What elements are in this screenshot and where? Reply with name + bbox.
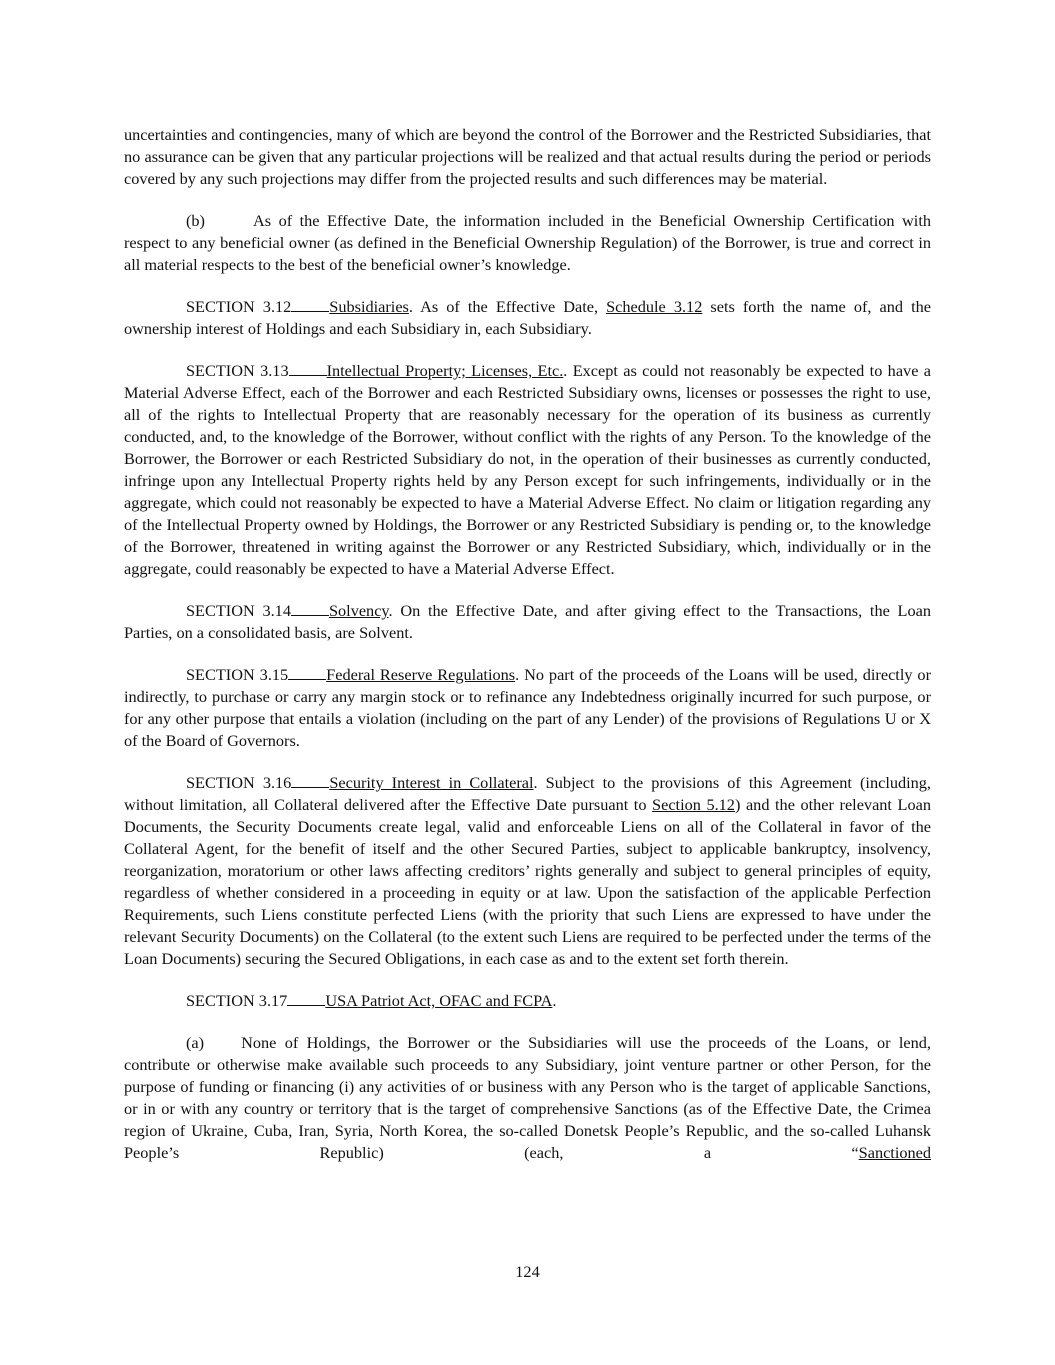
clause-label: (b) <box>186 211 205 230</box>
section-3-13 <box>124 360 931 580</box>
section-title: Subsidiaries <box>329 297 409 316</box>
section-number: SECTION 3.13 <box>186 361 289 380</box>
section-3-17-a <box>124 1032 931 1164</box>
section-text: . Subject to the provisions of this Agreement (including, without limitation, all Collateral delivered after the Effective Date pursuant to <box>124 773 931 814</box>
section-title: USA Patriot Act, OFAC and FCPA <box>325 991 553 1010</box>
paragraph-text: uncertainties and contingencies, many of which are beyond the control of the Borrower and the Restricted Subsidiaries, that no assurance can be given that any particular projections will be realized and that actual results during the period or periods covered by any such projections may differ from the projected results and such differences may be material. <box>124 125 931 188</box>
paragraph-text: As of the Effective Date, the information included in the Beneficial Ownership Certification with respect to any beneficial owner (as defined in the Beneficial Ownership Regulation) of the Borrower, is true and correct in all material respects to the best of the beneficial owner’s knowledge. <box>124 211 931 274</box>
paragraph-text: None of Holdings, the Borrower or the Subsidiaries will use the proceeds of the Loans, or lend, contribute or otherwise make available such proceeds to any Subsidiary, joint venture partner or other Person, for the purpose of funding or financing (i) any activities of or business with any Person who is the target of applicable Sanctions, or in or with any country or territory that is the target of comprehensive Sanctions (as of the Effective Date, the Crimea region of Ukraine, Cuba, Iran, Syria, North Korea, the so-called Donetsk People’s Republic, and the so-called Luhansk People’s Republic) (each, a “ <box>124 1033 931 1162</box>
section-reference: Section 5.12 <box>652 795 735 814</box>
section-3-15 <box>124 664 931 752</box>
section-number: SECTION 3.12 <box>186 297 292 316</box>
section-3-16 <box>124 772 931 970</box>
section-3-17 <box>124 990 931 1012</box>
page-number: 124 <box>515 1262 540 1281</box>
section-text: . <box>552 991 557 1010</box>
section-title: Intellectual Property; Licenses, Etc. <box>326 361 564 380</box>
clause-label: (a) <box>186 1033 205 1052</box>
paragraph-continuation <box>124 124 931 190</box>
section-text: sets forth the name of, and the ownership interest of Holdings and each Subsidiary in, each Subsidiary. <box>124 297 931 338</box>
section-number: SECTION 3.16 <box>186 773 292 792</box>
defined-term: Sanctioned <box>858 1143 931 1162</box>
section-text: . As of the Effective Date, <box>408 297 607 316</box>
schedule-reference: Schedule 3.12 <box>606 297 703 316</box>
section-title: Solvency <box>328 601 389 620</box>
section-number: SECTION 3.14 <box>186 601 291 620</box>
section-number: SECTION 3.17 <box>186 991 288 1010</box>
section-text: . No part of the proceeds of the Loans will be used, directly or indirectly, to purchase or carry any margin stock or to refinance any Indebtedness originally incurred for such purpose, or for any other purpose that entails a violation (including on the part of any Lender) of the provisions of Regulations U or X of the Board of Governors. <box>124 665 931 750</box>
section-text: . On the Effective Date, and after giving effect to the Transactions, the Loan Parties, on a consolidated basis, are Solvent. <box>124 601 931 642</box>
section-3-12 <box>124 296 931 340</box>
paragraph-b-beneficial-ownership <box>124 210 931 276</box>
section-title: Federal Reserve Regulations <box>326 665 516 684</box>
section-number: SECTION 3.15 <box>186 665 289 684</box>
section-text: . Except as could not reasonably be expected to have a Material Adverse Effect, each of the Borrower and each Restricted Subsidiary owns, licenses or possesses the right to use, all of the rights to Intellectual Property that are reasonably necessary for the operation of its business as currently conducted, and, to the knowledge of the Borrower, without conflict with the rights of any Person. To the knowledge of the Borrower, the Borrower or each Restricted Subsidiary do not, in the operation of their businesses as currently conducted, infringe upon any Intellectual Property rights held by any Person except for such infringements, individually or in the aggregate, which could not reasonably be expected to have a Material Adverse Effect. No claim or litigation regarding any of the Intellectual Property owned by Holdings, the Borrower or any Restricted Subsidiary is pending or, to the knowledge of the Borrower, threatened in writing against the Borrower or any Restricted Subsidiary, which, individually or in the aggregate, could reasonably be expected to have a Material Adverse Effect. <box>124 361 931 578</box>
section-title: Security Interest in Collateral <box>329 773 534 792</box>
section-text: ) and the other relevant Loan Documents, the Security Documents create legal, valid and enforceable Liens on all of the Collateral in favor of the Collateral Agent, for the benefit of itself and the other Secured Parties, subject to applicable bankruptcy, insolvency, reorganization, moratorium or other laws affecting creditors’ rights generally and subject to general principles of equity, regardless of whether considered in a proceeding in equity or at law. Upon the satisfaction of the applicable Perfection Requirements, such Liens constitute perfected Liens (with the priority that such Liens are expressed to have under the relevant Security Documents) on the Collateral (to the extent such Liens are required to be perfected under the terms of the Loan Documents) securing the Secured Obligations, in each case as and to the extent set forth therein. <box>124 795 931 968</box>
document-page <box>124 124 931 1184</box>
section-3-14 <box>124 600 931 644</box>
